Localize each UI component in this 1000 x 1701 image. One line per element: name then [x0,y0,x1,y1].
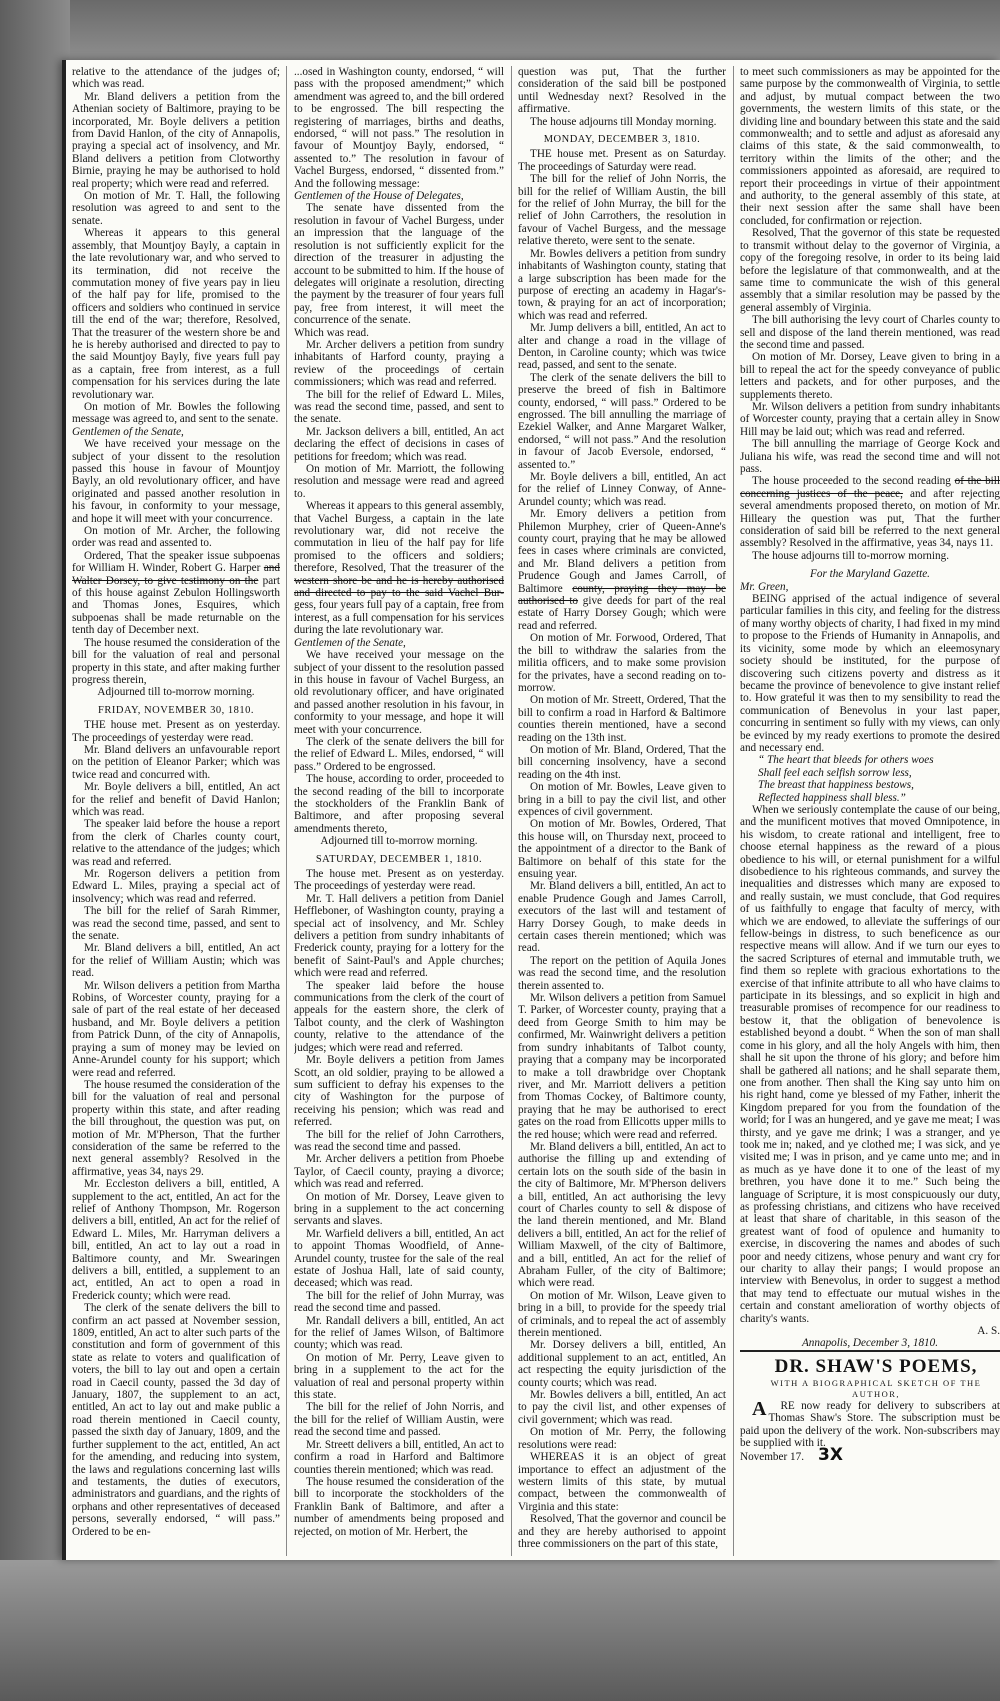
paragraph: Resolved, That the governor of this state be requested to transmit without delay to the governor of Virginia, a copy of the foregoing resolve, in order to its being laid before the legislature of that commonwealth, and at the same time to communicate the wish of this general assembly that a similar resolution may be passed by the general assembly of Virginia. [740,227,1000,314]
paragraph: We have received your message on the subject of your dissent to the resolution passed this house in favour of Mountjoy Bayly, an old revolutionary officer, and have originated and passed another resolution in his favour, in conformity to your message, and hope it will meet with your concurrence. [72,438,280,525]
paragraph: Mr. Wilson delivers a petition from sundry inhabitants of Worcester county, praying that a certain alley in Snow Hill may be laid out; which was read and referred. [740,400,1000,438]
paragraph: Mr. Bland delivers a bill, entitled, An act to enable Prudence Gough and James Carroll, executors of the last will and testament of Harry Dorsey Gough, to make deeds in certain cases therein mentioned; which was read. [518,880,726,955]
paragraph: The clerk of the senate delivers the bill to preserve the breed of fish in Baltimore county, endorsed, “ will pass.” Ordered to be engrossed. The bill annulling the marriage of Ezekiel Walker, and Anne Margaret Walker, endorsed, “ will not pass.” And the resolution in favour of Jacob Eversole, endorsed, “ assented to.” [518,371,726,471]
paragraph [72,550,280,637]
text: Mr. Emory delivers a petition from Philemon Murphey, crier of Queen-Anne's county court, praying that he may be allowed fees in cases where criminals are convicted, and Mr. Bland delivers a petition from Prudence Gough and James Carroll, of Baltimore [518,508,726,595]
page-edge [62,60,66,1560]
column-rule [286,66,287,1556]
paragraph: The bill for the relief of John Carrothers, was read the second time and passed. [294,1128,504,1153]
paragraph: Mr. Boyle delivers a petition from James Scott, an old soldier, praying to be allowed a sum sufficient to defray his expenses to the city of Washington for the purpose of receiving his pension; which was read and referred. [294,1054,504,1129]
text: Ordered, That the speaker issue subpoenas for William H. Winder, Robert G. Harper [72,549,280,575]
paragraph: The bill annulling the marriage of George Kock and Juliana his wife, was read the second time and will not pass. [740,438,1000,475]
text: RE now ready for delivery to subscribers at Thomas Shaw's Store. The subscription must be paid upon the delivery of the work. Non-subscribers may be supplied with it. [740,1399,1000,1450]
paragraph: On motion of Mr. Perry, the following resolutions were read: [518,1426,726,1451]
paragraph: Mr. Jackson delivers a bill, entitled, An act declaring the effect of decisions in cases of petitions for freedom; which was read. [294,425,504,463]
text: give deeds for part of the real estate of Harry Dorsey Gough; which were read and referred. [518,595,726,632]
advertisement-subtitle: AUTHOR, [851,1388,901,1399]
columns [72,66,1000,1556]
paragraph: On motion of Mr. Forwood, Ordered, That the bill to withdraw the salaries from the militia officers, and to make some provision for the privates, have a second reading on to-morrow. [518,632,726,694]
paragraph: The bill for the relief of Sarah Rimmer, was read the second time, passed, and sent to the senate. [72,905,280,943]
paragraph: The bill for the relief of John Norris, the bill for the relief of William Austin, the bill for the relief of John Murray, the bill for the relief of John Carrothers, the resolution in favour of Vachel Burgess, and the message relative thereto, were sent to the senate. [518,173,726,248]
paragraph: Mr. Archer delivers a petition from sundry inhabitants of Harford county, praying a review of the proceedings of certain commissioners; which was read and referred. [294,338,504,389]
paragraph: On motion of Mr. T. Hall, the following resolution was agreed to and sent to the senate. [72,190,280,227]
column-4 [740,66,1000,1556]
paragraph: On motion of Mr. Dorsey, Leave given to bring in a supplement to the act concerning servants and slaves. [294,1190,504,1228]
text: The house proceeded to the second reading [752,475,951,488]
paragraph: Mr. Bland delivers a petition from the Athenian society of Baltimore, praying to be incorporated, Mr. Boyle delivers a petition from David Hanlon, of the city of Annapolis, praying a special act of insolvency, and Mr. Bland delivers a petition from Clotworthy Birnie, praying he may be authorised to hold real property; which were read and referred. [72,90,280,190]
verse-line: Shall feel each selfish sorrow less, [758,766,912,779]
paragraph: Mr. Bowles delivers a bill, entitled, An act to pay the civil list, and other expenses of civil government; which was read. [518,1389,726,1426]
letter-body: BEING apprised of the actual indigence of several particular families in this city, and feeling for the distress of many worthy objects of charity, I had fixed in my mind to propose to the Friends of Humanity in Annapolis, and its vicinity, some mode by which an eleemosynary society should be instituted, for the purpose of discovering such citizens poverty and distress as it became the province of benevolence to give instant relief to. How grateful it was then to my sensibility to read the communication of Benevolus in your last paper, concurring in sentiment so fully with my views, can only be evinced by my ready exertions to promote the desired and necessary end. [740,593,1000,754]
paragraph: Mr. Jump delivers a bill, entitled, An act to alter and change a road in the village of Denton, in Caroline county; which was twice read, passed, and sent to the senate. [518,322,726,372]
paragraph: On motion of Mr. Marriott, the following resolution and message were read and agreed to. [294,463,504,500]
paragraph: On motion of Mr. Bowles, Leave given to bring in a bill to pay the civil list, and other expences of civil government. [518,781,726,818]
salutation: Gentlemen of the Senate, [72,425,184,438]
text: Whereas it appears to this general assembly, that Vachel Burgess, a captain in the late revolutionary war, did not receive the commutation in lieu of the half pay for life promised to the officers and soldiers; therefore, Resolved, That the treasurer of the [294,500,504,575]
newspaper-page [62,60,1000,1560]
paragraph: to meet such commissioners as may be appointed for the same purpose by the commonwealth of Virginia, to settle and adjust, by mutual compact between the two governments, the western limits of this state, or the dividing line and boundary between this state and the said commonwealth; and to settle and adjust as aforesaid any claims of this state, & the said commonwealth, to territory within the limits of the other; and the commissioners appointed as aforesaid, are required to report their proceedings in virtue of their appointment and authority, to the general assembly of this state, at their next session after the same shall have been concluded, for confirmation or rejection. [740,66,1000,227]
date-text: November 17. [740,1451,805,1464]
paragraph: On motion of Mr. Wilson, Leave given to bring in a bill, to provide for the speedy trial of criminals, and to repeal the act of assembly therein mentioned. [518,1289,726,1340]
paragraph: Mr. Archer delivers a petition from Phoebe Taylor, of Caecil county, praying a divorce; which was read and referred. [294,1153,504,1191]
paragraph: Mr. Bland delivers a bill, entitled, An act for the relief of William Austin; which was read. [72,942,280,980]
paragraph: The report on the petition of Aquila Jones was read the second time, and the resolution therein assented to. [518,954,726,992]
advertisement-title: DR. SHAW'S POEMS, [740,1350,1000,1378]
signature: A. S. [977,1325,1000,1338]
struck-text: and Walter Dorsey, to give testimony on the [72,562,280,587]
paragraph: We have received your message on the subject of your dissent to the resolution passed in this house in favour of Vachel Burgess, an old revolutionary officer, and have originated and passed another resolution in his favour, in conformity to your message, and hope it will meet with your concurrence. [294,649,504,736]
struck-text: of the bill concerning justices of the peace, [740,475,1000,500]
adjournment: Adjourned till to-morrow morning. [320,835,478,848]
verse-line: The breast that happiness bestows, [758,779,914,792]
paragraph: The house resumed the consideration of the bill to incorporate the stockholders of the Franklin Bank of Baltimore, and after a number of amendments being proposed and rejected, on motion of Mr. Herbert, the [294,1475,504,1538]
paragraph: Mr. Bland delivers a bill, entitled, An act to authorise the filling up and extending of certain lots on the south side of the basin in the city of Baltimore, Mr. M'Pherson delivers a bill, entitled, An act authorising the levy court of Charles county to sell & dispose of the land therein mentioned, and Mr. Bland delivers a bill, entitled, An act for the relief of William Maxwell, of the city of Baltimore, and a bill, entitled, An act for the relief of Abraham Fuller, of the city of Baltimore; which were read. [518,1140,726,1290]
paragraph: On motion of Mr. Archer, the following order was read and assented to. [72,525,280,550]
scan-background-bottom [0,1560,1000,1701]
paragraph: Mr. Boyle delivers a bill, entitled, An act for the relief and benefit of David Hanlon; which was read. [72,781,280,818]
paragraph: Whereas it appears to this general assembly, that Mountjoy Bayly, a captain in the late revolutionary war, and who served to its termination, did not receive the commutation money of five years pay in lieu of the half pay for life, promised to the officers and soldiers who continued in service till the end of the war; therefore, Resolved, That the treasurer of the western shore be and he is hereby authorised and directed to pay to the said Mountjoy Bayly, five years full pay as a captain, free from interest, as a full compensation for his services during the late revolutionary war. [72,227,280,401]
salutation: Mr. Green, [740,580,789,593]
paragraph: Mr. Rogerson delivers a petition from Edward L. Miles, praying a special act of insolvency; which was read and referred. [72,868,280,905]
date-heading: MONDAY, DECEMBER 3, 1810. [543,134,701,146]
section-heading: For the Maryland Gazette. [810,568,930,581]
drop-cap: A [752,1397,767,1420]
paragraph: question was put, That the further consideration of the said bill be postponed until Wednesday next? Resolved in the affirmative. [518,66,726,116]
column-3 [518,66,726,1556]
text: gess, four years full pay of a captain, free from interest, as a full compensation for his services during the late revolutionary war. [294,599,504,637]
paragraph: The clerk of the senate delivers the bill to confirm an act passed at November session, 1809, entitled, An act to alter such parts of the constitution and form of government of this state as relate to voters and qualification of voters, the bill to lay out and open a certain road in Caecil county, passed the 3d day of January, 1807, the supplement to an act, entitled, An act to lay out and make public a road therein mentioned in Caecil county, passed the sixth day of January, 1809, and the further supplement to the act, entitled, An act for the amending, and reducing into system, the laws and regulations concerning last wills and testaments, the duties of executors, administrators and guardians, and the rights of orphans and other representatives of deceased persons, severally endorsed, “ will pass.” Ordered to be en- [72,1302,280,1538]
paragraph: The speaker laid before the house a report from the clerk of Charles county court, relative to the attendance of the judges; which was read and referred. [72,818,280,868]
paragraph: On motion of Mr. Bowles the following message was agreed to, and sent to the senate. [72,400,280,426]
paragraph: Mr. Wilson delivers a petition from Martha Robins, of Worcester county, praying for a sale of part of the real estate of her deceased husband, and Mr. Boyle delivers a petition from Patrick Dunn, of the city of Annapolis, praying a sum of money may be levied on Anne-Arundel county for his support; which were read and referred. [72,979,280,1079]
text: and after rejecting several amendments proposed thereto, on motion of Mr. Hilleary the question was put, That the further consideration of said bill be referred to the next general assembly? Resolved in the affirmative, yeas 34, nays 11. [740,487,1000,550]
paragraph: The bill for the relief of Edward L. Miles, was read the second time, passed, and sent to the senate. [294,388,504,426]
column-rule [511,66,512,1556]
paragraph: The house resumed the consideration of the bill for the valuation of real and personal property in this state, and after making further progress therein, [72,636,280,686]
adjournment: Adjourned till to-morrow morning. [97,686,255,699]
paragraph: The senate have dissented from the resolution in favour of Vachel Burgess, under an impression that the language of the resolution is not sufficiently explicit for the direction of the treasurer in adjusting the account to be submitted to him. If the house of delegates will originate a resolution, directing the payment by the treasurer of four years full pay, free from interest, it will meet the concurrence of the senate. [294,202,504,327]
struck-text: county, praying they may be authorised to [518,582,726,608]
letter-body: When we seriously contemplate the cause of our being, and the munificent motives that moved Omnipotence, in his wisdom, to create rational and intelligent, free to choose eternal happiness as the reward of a pious obedience to his will, or eternal punishment for a wilful disobedience to his righteous commands, and survey the inequalities and distresses which many are exposed to and really sustain, we must conclude, that God requires of us faithfully to engage that faculty of mercy, with which we are endowed, to alleviate the sufferings of our fellow-beings in distress, to such beneficence as our respective means will allow. And if we turn our eyes to the sacred Scriptures of eternal and immutable truth, we find them so replete with gracious exhortations to the exercise of that infinite attribute to all who have claims to participate in its blessings, and so explicit in high and treasurable promises of recompence for our readiness to bestow it, that the obligation of benevolence is established beyond a doubt. “ When the son of man shall come in his glory, and all the holy Angels with him, then shall he sit upon the throne of his glory; and before him shall be gathered all nations; and he shall separate them, one from another. Then shall the King say unto him on his right hand, come ye blessed of my Father, inherit the Kingdom prepared for you from the foundation of the world; for I was an hungered, and ye gave me meat; I was thirsty, and ye gave me drink; I was a stranger, and ye took me in; naked, and ye clothed me; I was sick, and ye visited me; I was in prison, and ye came unto me; and in as much as ye have done it to one of the least of my brethren, you have done it to me.” Such being the language of Scripture, it is most conspicuously our duty, as professing christians, and citizens who have received at least that share of charitable, in this season of the greatest want of food of opulence and humanity to exercise, in discovering the names and abodes of such poor and needy citizens, whose penury and want cry for our charity to allay their pangs; I would propose an interview with Benevolus, in order to suggest a method that may tend to effectuate our mutual wishes in the certain and constant amelioration of worthy objects of charity's wants. [740,803,1000,1325]
paragraph [294,500,504,636]
paragraph: On motion of Mr. Perry, Leave given to bring in a supplement to the act for the valuation of real and personal property within this state. [294,1351,504,1402]
paragraph: The clerk of the senate delivers the bill for the relief of Edward L. Miles, endorsed, “ will pass.” Ordered to be engrossed. [294,735,504,773]
paragraph: Mr. Dorsey delivers a bill, entitled, An additional supplement to an act, entitled, An act respecting the equity jurisdiction of the county courts; which was read. [518,1339,726,1389]
paragraph: Mr. Bowles delivers a petition from sundry inhabitants of Washington county, stating that a large subscription has been made for the purpose of erecting an academy in Hagar's-town, & praying for an act of incorporation; which was read and referred. [518,247,726,322]
salutation: Gentlemen of the Senate, [294,636,406,649]
handwritten-mark: 3X [818,1445,843,1466]
paragraph: Mr. Bland delivers an unfavourable report on the petition of Eleanor Parker; which was twice read and concurred with. [72,743,280,781]
column-rule [733,66,734,1556]
paragraph: Resolved, That the governor and council be and they are hereby authorised to appoint three commissioners on the part of this state, [518,1513,726,1550]
paragraph: relative to the attendance of the judges of; which was read. [72,66,280,91]
paragraph: The speaker laid before the house communications from the clerk of the court of appeals for the eastern shore, the clerk of Talbot county, and the clerk of Washington county, relative to the attendance of the judges; which were read and referred. [294,979,504,1054]
paragraph: THE house met. Present as on yesterday. The proceedings of yesterday were read. [72,719,280,744]
paragraph: WHEREAS it is an object of great importance to effect an adjustment of the western limits of this state, by mutual compact, between the commonwealth of Virginia and this state: [518,1451,726,1513]
paragraph: The house met. Present as on yesterday. The proceedings of yesterday were read. [294,868,504,893]
verse-line: “ The heart that bleeds for others woes [758,754,934,767]
paragraph: Mr. Eccleston delivers a bill, entitled, A supplement to the act, entitled, An act for the relief of Anthony Thompson, Mr. Rogerson delivers a bill, entitled, An act for the relief of Edward L. Miles, Mr. Harryman delivers a bill, entitled, An act to lay out a road in Baltimore county, and Mr. Swearingen delivers a bill, entitled, a supplement to an act, entitled, An act to open a road in Frederick county; which were read. [72,1178,280,1302]
paragraph: ...osed in Washington county, endorsed, “ will pass with the proposed amendment;” which amendment was agreed to, and the bill ordered to be engrossed. The bill respecting the registering of marriages, births and deaths, endorsed, “ will not pass.” The resolution in favour of Mountjoy Bayly, endorsed, “ assented to.” The resolution in favour of Vachel Burgess, endorsed, “ dissented from.” And the following message: [294,66,504,190]
paragraph: On motion of Mr. Bland, Ordered, That the bill concerning insolvency, have a second reading on the 4th inst. [518,743,726,781]
advertisement-date [740,1445,1000,1466]
paragraph: Mr. Wilson delivers a petition from Samuel T. Parker, of Worcester county, praying that a deed from George Smith to him may be confirmed, Mr. Wainwright delivers a petition from sundry inhabitants of Talbot county, praying that a company may be incorporated to make a toll drawbridge over Choptank river, and Mr. Marriott delivers a petition from Thomas Cockey, of Baltimore county, praying that he may be authorised to erect gates on the road from Ellicotts upper mills to the red house; which were read and referred. [518,992,726,1141]
date-heading: SATURDAY, DECEMBER 1, 1810. [315,853,483,865]
scan-background-left [0,0,70,1701]
paragraph [518,508,726,632]
paragraph: Mr. Warfield delivers a bill, entitled, An act to appoint Thomas Woodfield, of Anne-Arundel county, trustee for the sale of the real estate of Joshua Hall, late of said county, deceased; which was read. [294,1227,504,1290]
struck-text: western shore be and he is hereby authorised and directed to pay to the said Vachel Bur- [294,574,504,600]
paragraph: Mr. Randall delivers a bill, entitled, An act for the relief of James Wilson, of Baltimore county; which was read. [294,1314,504,1352]
advertisement-body [740,1397,1000,1450]
dateline: Annapolis, December 3, 1810. [801,1337,939,1350]
paragraph: The bill for the relief of John Murray, was read the second time and passed. [294,1289,504,1315]
paragraph [740,475,1000,549]
paragraph: The house adjourns till Monday morning. [530,115,717,128]
salutation: Gentlemen of the House of Delegates, [294,190,464,203]
text: part of this house against Zebulon Hollingsworth and Thomas Jones, Esquires, which subpoenas shall be made returnable on the tenth day of December next. [72,574,280,637]
paragraph: The bill authorising the levy court of Charles county to sell and dispose of the land therein mentioned, was read the second time and passed. [740,314,1000,351]
paragraph: The house, according to order, proceeded to the second reading of the bill to incorporate the stockholders of the Franklin Bank of Baltimore, and after proposing several amendments thereto, [294,773,504,835]
paragraph: Mr. Boyle delivers a bill, entitled, An act for the relief of Linney Conway, of Anne-Arundel county; which was read. [518,471,726,508]
paragraph: The house resumed the consideration of the bill for the valuation of real and personal property within this state, and after reading the bill throughout, the question was put, on motion of Mr. M'Pherson, That the further consideration of the same be referred to the next general assembly? Resolved in the affirmative, yeas 34, nays 29. [72,1078,280,1178]
paragraph: Mr. Streett delivers a bill, entitled, An act to confirm a road in Harford and Baltimore counties therein mentioned; which was read. [294,1438,504,1476]
date-heading: FRIDAY, NOVEMBER 30, 1810. [98,704,254,716]
paragraph: The house adjourns till to-morrow morning. [752,549,949,562]
column-1 [72,66,280,1556]
column-2 [294,66,504,1556]
paragraph: On motion of Mr. Streett, Ordered, That the bill to confirm a road in Harford & Baltimore counties therein mentioned, have a second reading on the 13th inst. [518,694,726,744]
paragraph: THE house met. Present as on Saturday. The proceedings of Saturday were read. [518,148,726,173]
paragraph: On motion of Mr. Bowles, Ordered, That this house will, on Thursday next, proceed to the appointment of a director to the Bank of Baltimore on behalf of this state for the ensuing year. [518,818,726,880]
verse-line: Reflected happiness shall bless.” [758,791,906,804]
advertisement-subtitle: WITH A BIOGRAPHICAL SKETCH OF THE [770,1377,982,1388]
paragraph: The bill for the relief of John Norris, and the bill for the relief of William Austin, were read the second time and passed. [294,1401,504,1439]
paragraph: Mr. T. Hall delivers a petition from Daniel Heffleboner, of Washington county, praying a special act of insolvency, and Mr. Schley delivers a petition from sundry inhabitants of Frederick county, praying for a lottery for the benefit of Saint-Paul's and Apple churches; which were read and referred. [294,892,504,980]
paragraph: On motion of Mr. Dorsey, Leave given to bring in a bill to repeal the act for the speedy conveyance of public letters and packets, and for other purposes, and the supplements thereto. [740,351,1000,401]
paragraph: Which was read. [294,326,369,339]
